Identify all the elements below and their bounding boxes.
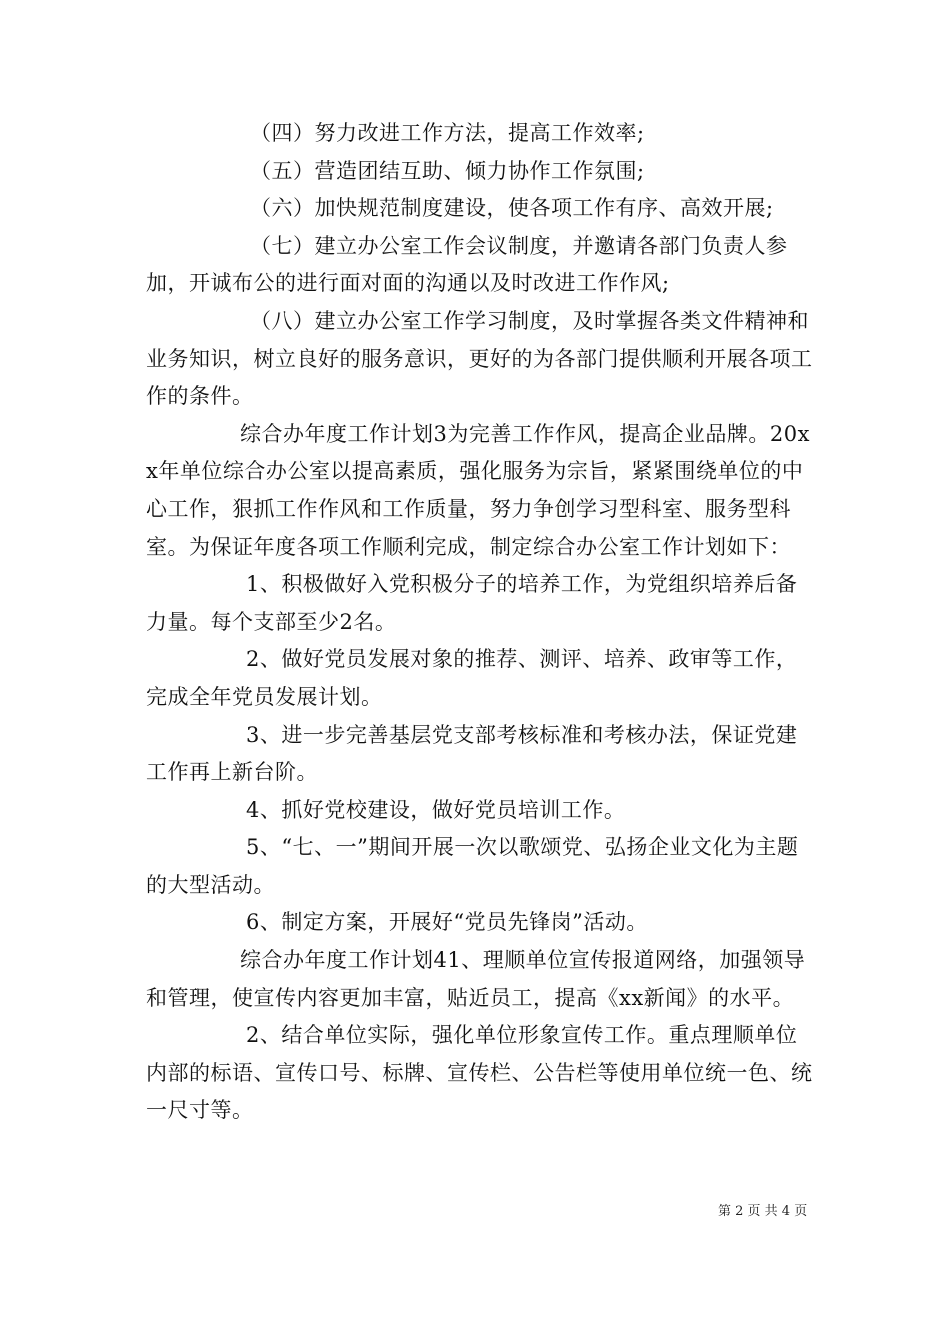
paragraph-point-3: 3、进一步完善基层党支部考核标准和考核办法，保证党建工作再上新台阶。	[146, 722, 798, 785]
paragraph-plan-4-point-2: 2、结合单位实际，强化单位形象宣传工作。重点理顺单位内部的标语、宣传口号、标牌、宣传栏、公告栏等使用单位统一色、统一尺寸等。	[146, 1023, 813, 1123]
paragraph-point-6: 6、制定方案，开展好“党员先锋岗”活动。	[246, 910, 648, 935]
paragraph-item-7: （七）建立办公室工作会议制度，并邀请各部门负责人参加，开诚布公的进行面对面的沟通以及时改进工作作风;	[146, 233, 788, 296]
page-number-footer: 第 2 页 共 4 页	[718, 1204, 808, 1219]
paragraph-point-1: 1、积极做好入党积极分子的培养工作，为党组织培养后备力量。每个支部至少2名。	[146, 572, 798, 634]
paragraph-point-5: 5、“七、一”期间开展一次以歌颂党、弘扬企业文化为主题的大型活动。	[146, 835, 799, 897]
document-body	[146, 115, 814, 1130]
paragraph-plan-4: 综合办年度工作计划41、理顺单位宣传报道网络，加强领导和管理，使宣传内容更加丰富，贴近员工，提高《xx新闻》的水平。	[146, 948, 806, 1010]
paragraph-item-6: （六）加快规范制度建设，使各项工作有序、高效开展;	[250, 196, 774, 221]
paragraph-item-4: （四）努力改进工作方法，提高工作效率;	[250, 121, 645, 145]
paragraph-point-2: 2、做好党员发展对象的推荐、测评、培养、政审等工作，完成全年党员发展计划。	[146, 647, 798, 709]
paragraph-point-4: 4、抓好党校建设，做好党员培训工作。	[246, 797, 626, 822]
paragraph-item-5: （五）营造团结互助、倾力协作工作氛围;	[250, 158, 645, 183]
paragraph-plan-3: 综合办年度工作计划3为完善工作作风，提高企业品牌。20xx年单位综合办公室以提高素质，强化服务为宗旨，紧紧围绕单位的中心工作，狠抓工作作风和工作质量，努力争创学习型科室、服务型科室。为保证年度各项工作顺利完成，制定综合办公室工作计划如下：	[146, 421, 810, 559]
paragraph-item-8: （八）建立办公室工作学习制度，及时掌握各类文件精神和业务知识，树立良好的服务意识，更好的为各部门提供顺利开展各项工作的条件。	[146, 308, 813, 409]
